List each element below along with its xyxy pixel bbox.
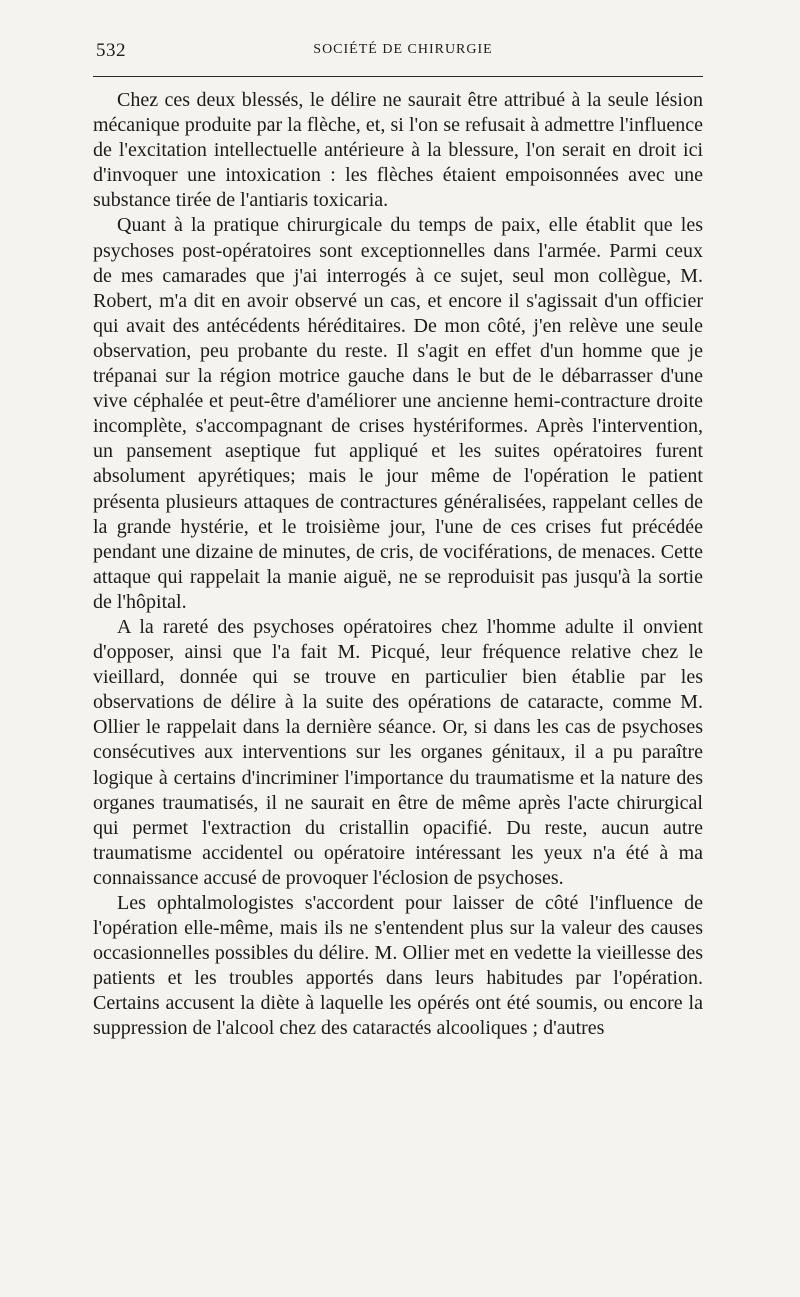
- page-header: [93, 40, 703, 68]
- page-number: 532: [96, 40, 126, 61]
- body-text: [93, 88, 703, 1042]
- running-title: SOCIÉTÉ DE CHIRURGIE: [313, 42, 493, 57]
- paragraph: Les ophtalmologistes s'accordent pour laisser de côté l'influence de l'opération elle-même, mais ils ne s'entendent plus sur la valeur des causes occasionnelles possibles du délire. M. Ollier met en vedette la vieillesse des patients et les troubles apportés dans leurs habitudes par l'opération. Certains accusent la diète à laquelle les opérés ont été soumis, ou encore la suppression de l'alcool chez des cataractés alcooliques ; d'autres: [93, 892, 703, 1040]
- paragraph: A la rareté des psychoses opératoires chez l'homme adulte il onvient d'opposer, ainsi que l'a fait M. Picqué, leur fréquence relative chez le vieillard, donnée qui se trouve en particulier bien établie par les observations de délire à la suite des opérations de cataracte, comme M. Ollier le rappelait dans la dernière séance. Or, si dans les cas de psychoses consécutives aux interventions sur les organes génitaux, il a pu paraître logique à certains d'incriminer l'importance du traumatisme et la nature des organes traumatisés, il ne saurait en être de même après l'acte chirurgical qui permet l'extraction du cristallin opacifié. Du reste, aucun autre traumatisme accidentel ou opératoire intéressant les yeux n'a été à ma connaissance accusé de provoquer l'éclosion de psychoses.: [93, 615, 703, 889]
- header-rule: [93, 76, 703, 77]
- paragraph: Chez ces deux blessés, le délire ne saurait être attribué à la seule lésion mécanique produite par la flèche, et, si l'on se refusait à admettre l'influence de l'excitation intellectuelle antérieure à la blessure, l'on serait en droit ici d'invoquer une intoxication : les flèches étaient empoisonnées avec une substance tirée de l'antiaris toxicaria.: [93, 89, 703, 212]
- paragraph: Quant à la pratique chirurgicale du temps de paix, elle établit que les psychoses post-opératoires sont exceptionnelles dans l'armée. Parmi ceux de mes camarades que j'ai interrogés à ce sujet, seul mon collègue, M. Robert, m'a dit en avoir observé un cas, et encore il s'agissait d'un officier qui avait des antécédents héréditaires. De mon côté, j'en relève une seule observation, peu probante du reste. Il s'agit en effet d'un homme que je trépanai sur la région motrice gauche dans le but de le débarrasser d'une vive céphalée et peut-être d'améliorer une ancienne hemi-contracture droite incomplète, s'accompagnant de crises hystériformes. Après l'intervention, un pansement aseptique fut appliqué et les suites opératoires furent absolument apyrétiques; mais le jour même de l'opération le patient présenta plusieurs attaques de contractures généralisées, rappelant celles de la grande hystérie, et le troisième jour, l'une de ces crises fut précédée pendant une dizaine de minutes, de cris, de vociférations, de menaces. Cette attaque qui rappelait la manie aiguë, ne se reproduisit pas jusqu'à la sortie de l'hôpital.: [93, 214, 703, 613]
